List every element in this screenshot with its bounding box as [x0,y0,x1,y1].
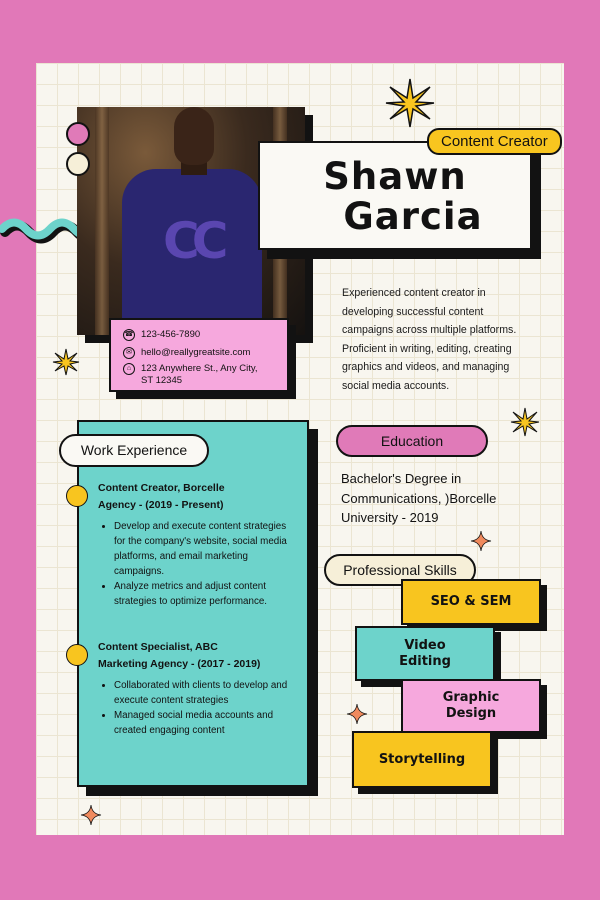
profile-photo: CC [77,107,305,335]
job-1-bullet-1: • Develop and execute content strategies for the company's website, social media platforms, and email marketing campaigns. [114,519,298,579]
small-yellow-star-icon [52,348,80,376]
education-line2: Communications, )Borcelle [341,490,497,506]
name-first: Shawn [323,155,467,198]
contact-card [109,318,289,392]
work-experience-heading: Work Experience [59,434,209,467]
small-yellow-star-right-icon [510,407,540,437]
address-line1: 123 Anywhere St., Any City, [141,363,258,374]
home-icon: ⌂ [123,363,135,375]
summary-text: Experienced content creator in developing successful content campaigns across multiple platforms. Proficient in writing, editing, creating graphics and videos, and managing social media accounts. [342,287,517,392]
skill-video-editing [355,626,495,681]
skill-seo-sem-label: SEO & SEM [430,594,512,609]
email-text: hello@reallygreatsite.com [141,347,251,358]
job-1-bullet-2: • Analyze metrics and adjust content strategies to optimize performance. [114,579,298,609]
phone-text: 123-456-7890 [141,329,201,340]
job-2-bullet-1: • Collaborated with clients to develop and execute content strategies [114,678,298,708]
skill-graphic-design [401,679,541,733]
name-last: Garcia [343,195,483,238]
timeline-dot-2 [66,644,88,666]
orange-sparkle-right-icon [470,530,492,552]
skill-graphic-label: Graphic [442,690,500,705]
address-row [123,363,258,387]
education-heading: Education [336,425,488,457]
education-line1: Bachelor's Degree in [341,471,462,486]
job-2 [98,639,298,738]
role-badge: Content Creator [427,128,562,155]
skill-storytelling [352,731,492,788]
skill-seo-sem [401,579,541,625]
job-2-title-line1: Content Specialist, ABC [98,641,218,653]
professional-skills-heading: Professional Skills [324,554,476,586]
skill-video-label: Video [404,637,446,653]
timeline-dot-1 [66,485,88,507]
address-line2: ST 12345 [141,375,183,386]
phone-icon: ☎ [123,329,135,341]
cream-circle-decoration [66,152,90,176]
name-block [258,141,532,250]
job-2-bullet-2: • Managed social media accounts and created engaging content [114,708,298,738]
job-1-title-line1: Content Creator, Borcelle [98,482,225,494]
job-2-title-line2: Marketing Agency - (2017 - 2019) [98,658,261,670]
skill-editing-label: Editing [399,653,451,669]
pink-circle-decoration [66,122,90,146]
email-row [123,347,250,359]
email-icon: ✉ [123,347,135,359]
job-1 [98,480,298,609]
education-details [341,469,531,528]
phone-row [123,329,200,341]
skill-storytelling-label: Storytelling [378,751,466,767]
job-1-title-line2: Agency - (2019 - Present) [98,499,224,511]
education-line3: University - 2019 [341,510,439,525]
yellow-star-icon [385,78,435,128]
skill-design-label: Design [445,706,497,721]
orange-sparkle-skills-icon [346,703,368,725]
orange-sparkle-icon [80,804,102,826]
